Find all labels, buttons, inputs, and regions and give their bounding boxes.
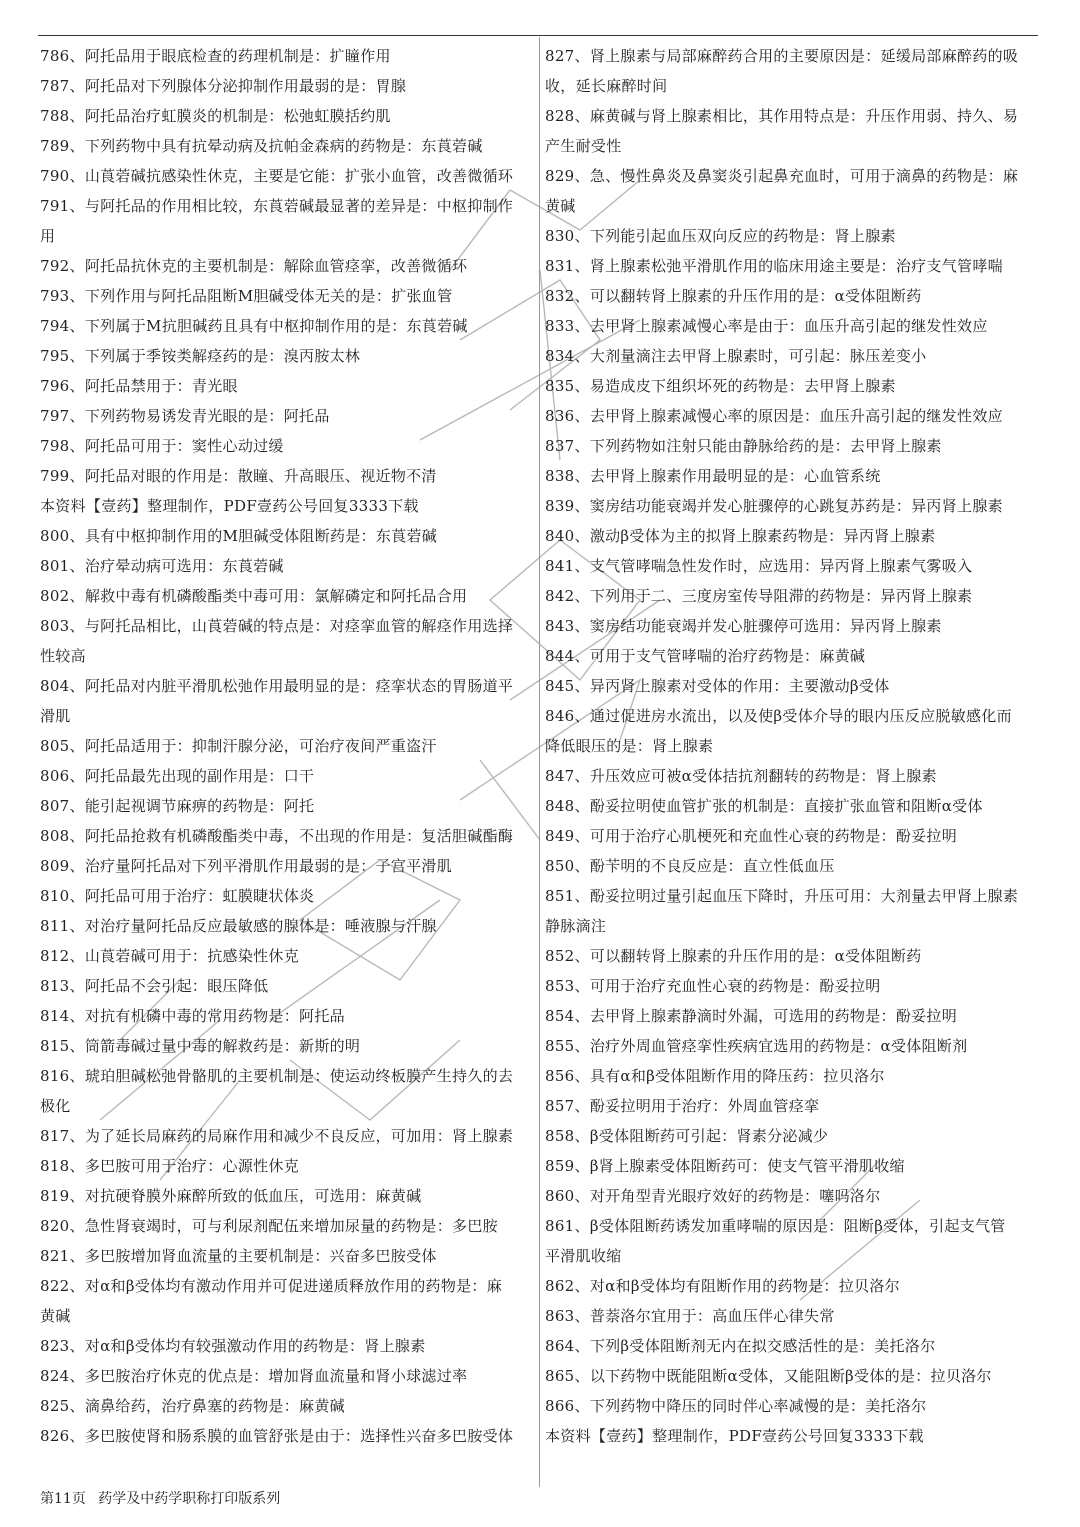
text-line: 812、山莨菪碱可用于：抗感染性休克 — [40, 947, 300, 965]
text-line: 黄碱 — [545, 197, 576, 215]
text-line: 859、β肾上腺素受体阻断药可：使支气管平滑肌收缩 — [545, 1157, 905, 1175]
text-line: 821、多巴胺增加肾血流量的主要机制是：兴奋多巴胺受体 — [40, 1247, 437, 1265]
text-line: 844、可用于支气管哮喘的治疗药物是：麻黄碱 — [545, 647, 866, 665]
text-line: 794、下列属于M抗胆碱药且具有中枢抑制作用的是：东莨菪碱 — [40, 317, 468, 335]
text-line: 852、可以翻转肾上腺素的升压作用的是：α受体阻断药 — [545, 947, 922, 965]
text-line: 810、阿托品可用于治疗：虹膜睫状体炎 — [40, 887, 315, 905]
text-line: 809、治疗量阿托品对下列平滑肌作用最弱的是：子宫平滑肌 — [40, 857, 453, 875]
text-line: 789、下列药物中具有抗晕动病及抗帕金森病的药物是：东莨菪碱 — [40, 137, 483, 155]
text-line: 862、对α和β受体均有阻断作用的药物是：拉贝洛尔 — [545, 1277, 900, 1295]
text-line: 808、阿托品抢救有机磷酸酯类中毒，不出现的作用是：复活胆碱酯酶 — [40, 827, 514, 845]
text-line: 800、具有中枢抑制作用的M胆碱受体阻断药是：东莨菪碱 — [40, 527, 438, 545]
text-line: 866、下列药物中降压的同时伴心率减慢的是：美托洛尔 — [545, 1397, 927, 1415]
text-line: 851、酚妥拉明过量引起血压下降时，升压可用：大剂量去甲肾上腺素 — [545, 887, 1019, 905]
text-line: 864、下列β受体阻断剂无内在拟交感活性的是：美托洛尔 — [545, 1337, 936, 1355]
text-line: 黄碱 — [40, 1307, 71, 1325]
text-line: 838、去甲肾上腺素作用最明显的是：心血管系统 — [545, 467, 881, 485]
text-line: 856、具有α和β受体阻断作用的降压药：拉贝洛尔 — [545, 1067, 885, 1085]
text-line: 804、阿托品对内脏平滑肌松弛作用最明显的是：痉挛状态的胃肠道平 — [40, 677, 514, 695]
text-line: 834、大剂量滴注去甲肾上腺素时，可引起：脉压差变小 — [545, 347, 927, 365]
text-line: 847、升压效应可被α受体拮抗剂翻转的药物是：肾上腺素 — [545, 767, 937, 785]
text-line: 792、阿托品抗休克的主要机制是：解除血管痉挛，改善微循环 — [40, 257, 468, 275]
text-line: 848、酚妥拉明使血管扩张的机制是：直接扩张血管和阻断α受体 — [545, 797, 983, 815]
page-number: 第11页 — [40, 1491, 86, 1507]
text-line: 837、下列药物如注射只能由静脉给药的是：去甲肾上腺素 — [545, 437, 942, 455]
text-line: 796、阿托品禁用于：青光眼 — [40, 377, 238, 395]
text-line: 845、异丙肾上腺素对受体的作用：主要激动β受体 — [545, 677, 890, 695]
text-line: 865、以下药物中既能阻断α受体，又能阻断β受体的是：拉贝洛尔 — [545, 1367, 992, 1385]
text-line: 799、阿托品对眼的作用是：散瞳、升高眼压、视近物不清 — [40, 467, 437, 485]
series-title: 药学及中药学职称打印版系列 — [98, 1491, 281, 1507]
text-line: 788、阿托品治疗虹膜炎的机制是：松弛虹膜括约肌 — [40, 107, 391, 125]
text-line: 828、麻黄碱与肾上腺素相比，其作用特点是：升压作用弱、持久、易 — [545, 107, 1019, 125]
text-line: 820、急性肾衰竭时，可与利尿剂配伍来增加尿量的药物是：多巴胺 — [40, 1217, 498, 1235]
text-line: 842、下列用于二、三度房室传导阻滞的药物是：异丙肾上腺素 — [545, 587, 973, 605]
text-line: 831、肾上腺素松弛平滑肌作用的临床用途主要是：治疗支气管哮喘 — [545, 257, 1003, 275]
text-line: 806、阿托品最先出现的副作用是：口干 — [40, 767, 315, 785]
text-line: 807、能引起视调节麻痹的药物是：阿托 — [40, 797, 315, 815]
text-line: 产生耐受性 — [545, 137, 622, 155]
text-line: 830、下列能引起血压双向反应的药物是：肾上腺素 — [545, 227, 896, 245]
text-line: 863、普萘洛尔宜用于：高血压伴心律失常 — [545, 1307, 835, 1325]
text-line: 826、多巴胺使肾和肠系膜的血管舒张是由于：选择性兴奋多巴胺受体 — [40, 1427, 514, 1445]
text-line: 803、与阿托品相比，山莨菪碱的特点是：对痉挛血管的解痉作用选择 — [40, 617, 514, 635]
text-line: 823、对α和β受体均有较强激动作用的药物是：肾上腺素 — [40, 1337, 426, 1355]
text-line: 858、β受体阻断药可引起：肾素分泌减少 — [545, 1127, 829, 1145]
text-line: 降低眼压的是：肾上腺素 — [545, 737, 714, 755]
column-divider — [539, 37, 540, 1487]
text-line: 846、通过促进房水流出，以及使β受体介导的眼内压反应脱敏感化而 — [545, 707, 1012, 725]
text-line: 790、山莨菪碱抗感染性休克，主要是它能：扩张小血管，改善微循环 — [40, 167, 514, 185]
text-line: 收，延长麻醉时间 — [545, 77, 668, 95]
text-line: 829、急、慢性鼻炎及鼻窦炎引起鼻充血时，可用于滴鼻的药物是：麻 — [545, 167, 1019, 185]
text-line: 787、阿托品对下列腺体分泌抑制作用最弱的是：胃腺 — [40, 77, 407, 95]
text-line: 819、对抗硬脊膜外麻醉所致的低血压，可选用：麻黄碱 — [40, 1187, 422, 1205]
text-line: 802、解救中毒有机磷酸酯类中毒可用：氯解磷定和阿托品合用 — [40, 587, 468, 605]
text-line: 滑肌 — [40, 707, 71, 725]
text-line: 840、激动β受体为主的拟肾上腺素药物是：异丙肾上腺素 — [545, 527, 936, 545]
text-line: 798、阿托品可用于：窦性心动过缓 — [40, 437, 284, 455]
text-line: 用 — [40, 227, 56, 245]
text-line: 839、窦房结功能衰竭并发心脏骤停的心跳复苏药是：异丙肾上腺素 — [545, 497, 1003, 515]
text-line: 786、阿托品用于眼底检查的药理机制是：扩瞳作用 — [40, 47, 391, 65]
text-line: 827、肾上腺素与局部麻醉药合用的主要原因是：延缓局部麻醉药的吸 — [545, 47, 1019, 65]
text-line: 854、去甲肾上腺素静滴时外漏，可选用的药物是：酚妥拉明 — [545, 1007, 958, 1025]
source-note: 本资料【壹药】整理制作，PDF壹药公号回复3333下载 — [40, 497, 419, 515]
text-line: 815、筒箭毒碱过量中毒的解救药是：新斯的明 — [40, 1037, 361, 1055]
text-line: 813、阿托品不会引起：眼压降低 — [40, 977, 269, 995]
text-line: 843、窦房结功能衰竭并发心脏骤停可选用：异丙肾上腺素 — [545, 617, 942, 635]
text-line: 822、对α和β受体均有激动作用并可促进递质释放作用的药物是：麻 — [40, 1277, 503, 1295]
text-line: 793、下列作用与阿托品阻断M胆碱受体无关的是：扩张血管 — [40, 287, 453, 305]
text-line: 816、琥珀胆碱松弛骨骼肌的主要机制是：使运动终板膜产生持久的去 — [40, 1067, 514, 1085]
text-line: 平滑肌收缩 — [545, 1247, 622, 1265]
top-rule — [38, 35, 1038, 36]
text-line: 静脉滴注 — [545, 917, 607, 935]
text-line: 801、治疗晕动病可选用：东莨菪碱 — [40, 557, 284, 575]
right-column — [545, 41, 1041, 1451]
text-line: 833、去甲肾上腺素减慢心率是由于：血压升高引起的继发性效应 — [545, 317, 988, 335]
text-line: 832、可以翻转肾上腺素的升压作用的是：α受体阻断药 — [545, 287, 922, 305]
text-line: 性较高 — [40, 647, 86, 665]
text-line: 814、对抗有机磷中毒的常用药物是：阿托品 — [40, 1007, 345, 1025]
text-line: 825、滴鼻给药，治疗鼻塞的药物是：麻黄碱 — [40, 1397, 345, 1415]
text-line: 849、可用于治疗心肌梗死和充血性心衰的药物是：酚妥拉明 — [545, 827, 958, 845]
text-line: 860、对开角型青光眼疗效好的药物是：噻吗洛尔 — [545, 1187, 881, 1205]
source-note: 本资料【壹药】整理制作，PDF壹药公号回复3333下载 — [545, 1427, 924, 1445]
text-line: 797、下列药物易诱发青光眼的是：阿托品 — [40, 407, 330, 425]
text-line: 811、对治疗量阿托品反应最敏感的腺体是：唾液腺与汗腺 — [40, 917, 437, 935]
text-line: 850、酚苄明的不良反应是：直立性低血压 — [545, 857, 835, 875]
text-line: 805、阿托品适用于：抑制汗腺分泌，可治疗夜间严重盗汗 — [40, 737, 437, 755]
text-line: 861、β受体阻断药诱发加重哮喘的原因是：阻断β受体，引起支气管 — [545, 1217, 1006, 1235]
page-footer — [40, 1488, 280, 1510]
text-line: 818、多巴胺可用于治疗：心源性休克 — [40, 1157, 300, 1175]
text-line: 极化 — [40, 1097, 71, 1115]
text-line: 791、与阿托品的作用相比较，东莨菪碱最显著的差异是：中枢抑制作 — [40, 197, 514, 215]
text-line: 817、为了延长局麻药的局麻作用和减少不良反应，可加用：肾上腺素 — [40, 1127, 514, 1145]
text-line: 835、易造成皮下组织坏死的药物是：去甲肾上腺素 — [545, 377, 896, 395]
text-line: 855、治疗外周血管痉挛性疾病宜选用的药物是：α受体阻断剂 — [545, 1037, 968, 1055]
text-line: 857、酚妥拉明用于治疗：外周血管痉挛 — [545, 1097, 820, 1115]
text-line: 795、下列属于季铵类解痉药的是：溴丙胺太林 — [40, 347, 361, 365]
text-line: 836、去甲肾上腺素减慢心率的原因是：血压升高引起的继发性效应 — [545, 407, 1003, 425]
text-line: 841、支气管哮喘急性发作时，应选用：异丙肾上腺素气雾吸入 — [545, 557, 973, 575]
text-line: 824、多巴胺治疗休克的优点是：增加肾血流量和肾小球滤过率 — [40, 1367, 468, 1385]
text-line: 853、可用于治疗充血性心衰的药物是：酚妥拉明 — [545, 977, 881, 995]
left-column — [40, 41, 536, 1451]
